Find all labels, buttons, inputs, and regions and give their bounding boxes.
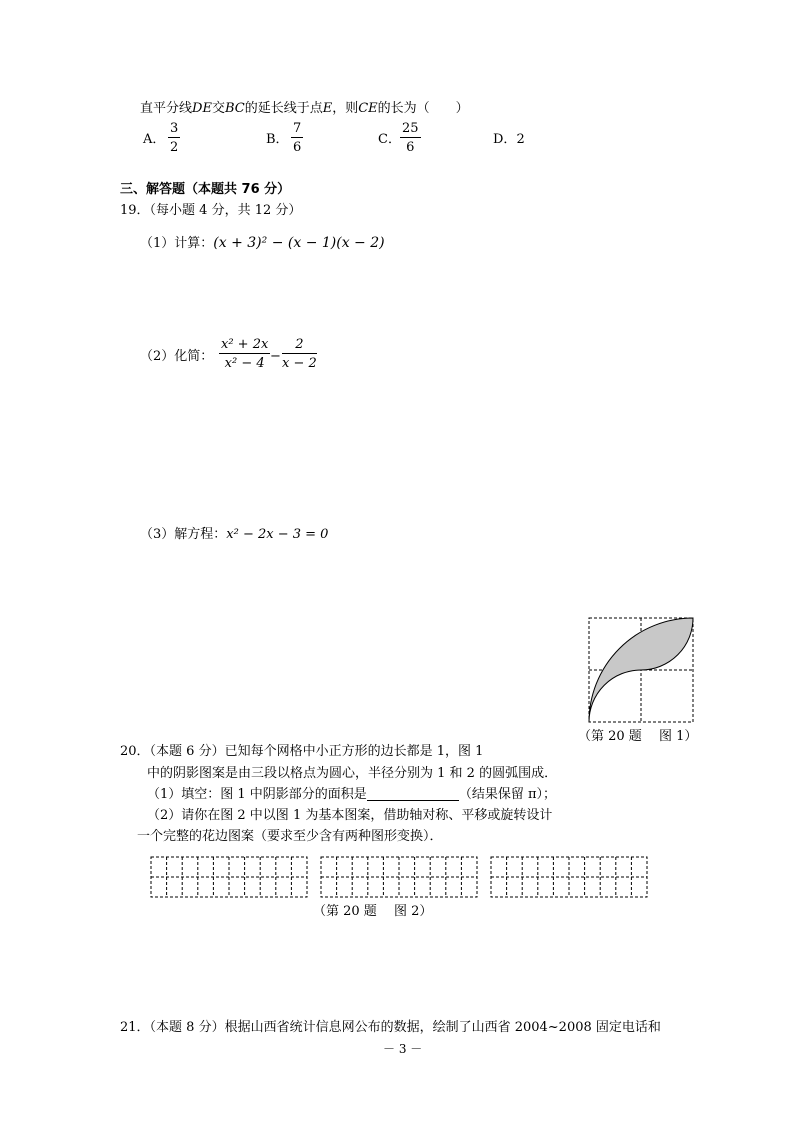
q20-figure-2-caption: （第 20 题 图 2） bbox=[313, 904, 433, 919]
option-b-letter: B． bbox=[266, 132, 289, 147]
shaded-pattern bbox=[589, 618, 693, 722]
option-c-letter: C． bbox=[378, 132, 401, 147]
option-d-letter: D． bbox=[493, 132, 517, 147]
option-a-den: 2 bbox=[170, 140, 179, 155]
q19-part3-expression: x² − 2x − 3 = 0 bbox=[226, 527, 329, 542]
option-b-den: 6 bbox=[293, 140, 302, 155]
q19-part1-expression: (x + 3)² − (x − 1)(x − 2) bbox=[213, 235, 385, 251]
q19-part2-fraction-1 bbox=[219, 338, 270, 370]
option-a-num: 3 bbox=[170, 121, 179, 136]
q19-heading: 19．（每小题 4 分，共 12 分） bbox=[120, 203, 302, 218]
q20-line-1: 20．（本题 6 分）已知每个网格中小正方形的边长都是 1，图 1 bbox=[120, 744, 484, 759]
q20-line-2: 中的阴影图案是由三段以格点为圆心，半径分别为 1 和 2 的圆弧围成． bbox=[147, 766, 558, 781]
q20-figure-1-caption: （第 20 题 图 1） bbox=[578, 729, 698, 744]
q18-text-5: 的长为（ ） bbox=[377, 101, 469, 116]
option-d-value: 2 bbox=[516, 132, 525, 147]
q19-part2-denominator-1: x² − 4 bbox=[224, 356, 265, 371]
q18-var-E: E bbox=[322, 101, 333, 116]
q21-line-1: 21．（本题 8 分）根据山西省统计信息网公布的数据，绘制了山西省 2004~2008 固定电话和 bbox=[120, 1020, 661, 1035]
q20-fill-prompt: （1）填空：图 1 中阴影部分的面积是 bbox=[147, 787, 367, 802]
q18-text-1: 直平分线 bbox=[140, 101, 193, 116]
q19-part3-label: （3）解方程： bbox=[140, 527, 227, 542]
option-c-den: 6 bbox=[406, 140, 415, 155]
q18-stem bbox=[140, 102, 469, 115]
option-a-letter: A． bbox=[143, 132, 166, 147]
grid-block-2 bbox=[321, 857, 477, 897]
option-b-num: 7 bbox=[293, 121, 302, 136]
q19-part2-label: （2）化简： bbox=[140, 349, 214, 364]
option-b-fraction bbox=[291, 122, 303, 154]
q19-part1 bbox=[140, 236, 385, 250]
section-title: 三、解答题（本题共 76 分） bbox=[120, 182, 291, 197]
option-c-fraction bbox=[400, 122, 421, 154]
q18-text-4: ，则 bbox=[332, 101, 359, 116]
q19-part1-label: （1）计算： bbox=[140, 236, 214, 251]
grid-block-3 bbox=[491, 857, 647, 897]
option-d bbox=[493, 133, 525, 146]
q19-part3 bbox=[140, 528, 328, 541]
q18-text-2: 交 bbox=[211, 101, 225, 116]
q20-line-5: 一个完整的花边图案（要求至少含有两种图形变换）． bbox=[137, 829, 443, 844]
q20-figure-2 bbox=[150, 856, 650, 898]
q18-text-3: 的延长线于点 bbox=[244, 101, 323, 116]
q19-part2-numerator-2: 2 bbox=[282, 338, 317, 354]
q19-part2-fraction-2 bbox=[282, 338, 317, 370]
option-c-num: 25 bbox=[402, 121, 419, 136]
page-number: － 3 － bbox=[383, 1042, 423, 1056]
q20-line-3 bbox=[147, 788, 556, 801]
q18-var-DE: DE bbox=[192, 101, 212, 116]
option-a-fraction bbox=[168, 122, 180, 154]
q20-line-4: （2）请你在图 2 中以图 1 为基本图案，借助轴对称、平移或旋转设计 bbox=[147, 808, 553, 823]
q19-part2-numerator-1: x² + 2x bbox=[221, 337, 269, 352]
q18-var-CE: CE bbox=[358, 101, 378, 116]
answer-blank[interactable] bbox=[367, 788, 459, 801]
q19-part2-denominator-2: x − 2 bbox=[282, 356, 317, 371]
q20-figure-1 bbox=[588, 617, 694, 723]
figure-2-grid-blocks bbox=[151, 857, 647, 897]
q20-fill-note: （结果保留 π）； bbox=[458, 787, 556, 802]
grid-block-1 bbox=[151, 857, 307, 897]
q19-part2-minus: − bbox=[270, 349, 281, 364]
q18-var-BC: BC bbox=[224, 101, 245, 116]
